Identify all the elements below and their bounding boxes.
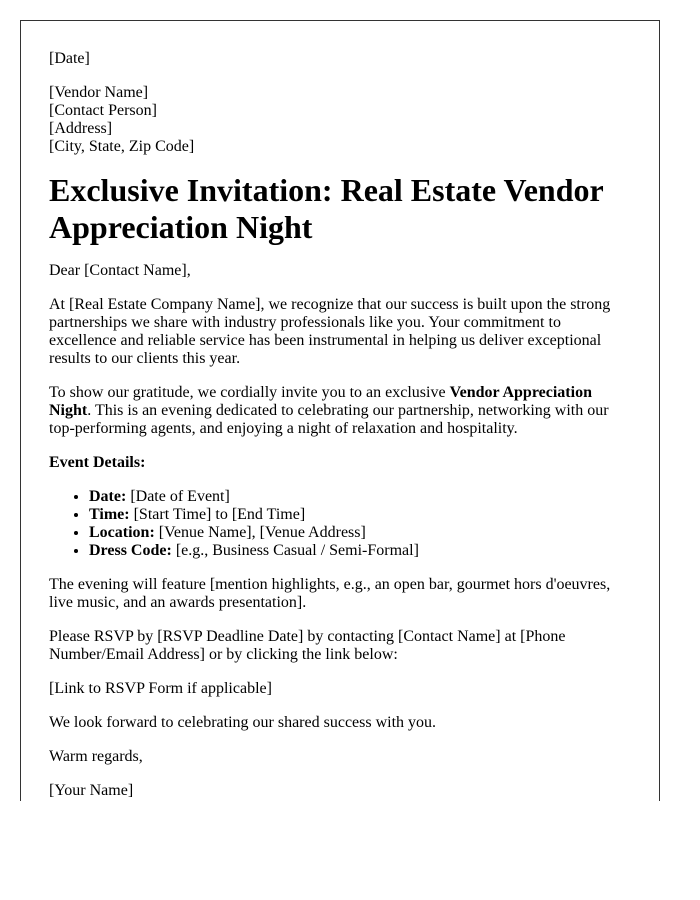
recipient-address: [Address] (49, 120, 113, 137)
letter-document (20, 20, 660, 801)
event-detail-time (89, 506, 631, 524)
rsvp-link: [Link to RSVP Form if applicable] (49, 680, 272, 697)
salutation: Dear [Contact Name], (49, 262, 191, 279)
letter-title: Exclusive Invitation: Real Estate Vendor Appreciation Night (49, 172, 604, 245)
detail-value: [Date of Event] (126, 488, 230, 505)
detail-label: Location: (89, 524, 155, 541)
recipient-block (49, 84, 631, 156)
signature-name: [Your Name] (49, 782, 134, 799)
event-detail-date (89, 488, 631, 506)
invitation-text-before: To show our gratitude, we cordially invite you to an exclusive (49, 384, 450, 401)
detail-value: [Start Time] to [End Time] (129, 506, 306, 523)
event-details-heading (49, 454, 631, 472)
event-detail-dress-code (89, 542, 631, 560)
invitation-text-after: . This is an evening dedicated to celebrating our partnership, networking with our top-performing agents, and enjoying a night of relaxation and hospitality. (49, 402, 609, 437)
event-details-heading-text: Event Details: (49, 454, 146, 471)
intro-paragraph: At [Real Estate Company Name], we recognize that our success is built upon the strong partnerships we share with industry professionals like you. Your commitment to excellence and reliable service has been instrumental in helping us deliver exceptional results to our clients this year. (49, 296, 611, 367)
recipient-contact-person: [Contact Person] (49, 102, 157, 119)
sign-off: Warm regards, (49, 748, 143, 765)
detail-label: Date: (89, 488, 127, 505)
event-detail-location (89, 524, 631, 542)
recipient-vendor-name: [Vendor Name] (49, 84, 149, 101)
letter-date: [Date] (49, 50, 90, 67)
rsvp-paragraph: Please RSVP by [RSVP Deadline Date] by contacting [Contact Name] at [Phone Number/Email Address] or by clicking the link below: (49, 628, 566, 663)
closing-line: We look forward to celebrating our shared success with you. (49, 714, 437, 731)
detail-value: [e.g., Business Casual / Semi-Formal] (171, 542, 419, 559)
detail-label: Time: (89, 506, 130, 523)
invitation-paragraph (49, 384, 631, 438)
event-details-list (49, 488, 631, 560)
recipient-city-state-zip: [City, State, Zip Code] (49, 138, 195, 155)
detail-label: Dress Code: (89, 542, 172, 559)
detail-value: [Venue Name], [Venue Address] (154, 524, 366, 541)
highlights-paragraph: The evening will feature [mention highlights, e.g., an open bar, gourmet hors d'oeuvres, live music, and an awards presentation]. (49, 576, 611, 611)
event-name-bold: Vendor Appreciation Night (49, 384, 592, 419)
